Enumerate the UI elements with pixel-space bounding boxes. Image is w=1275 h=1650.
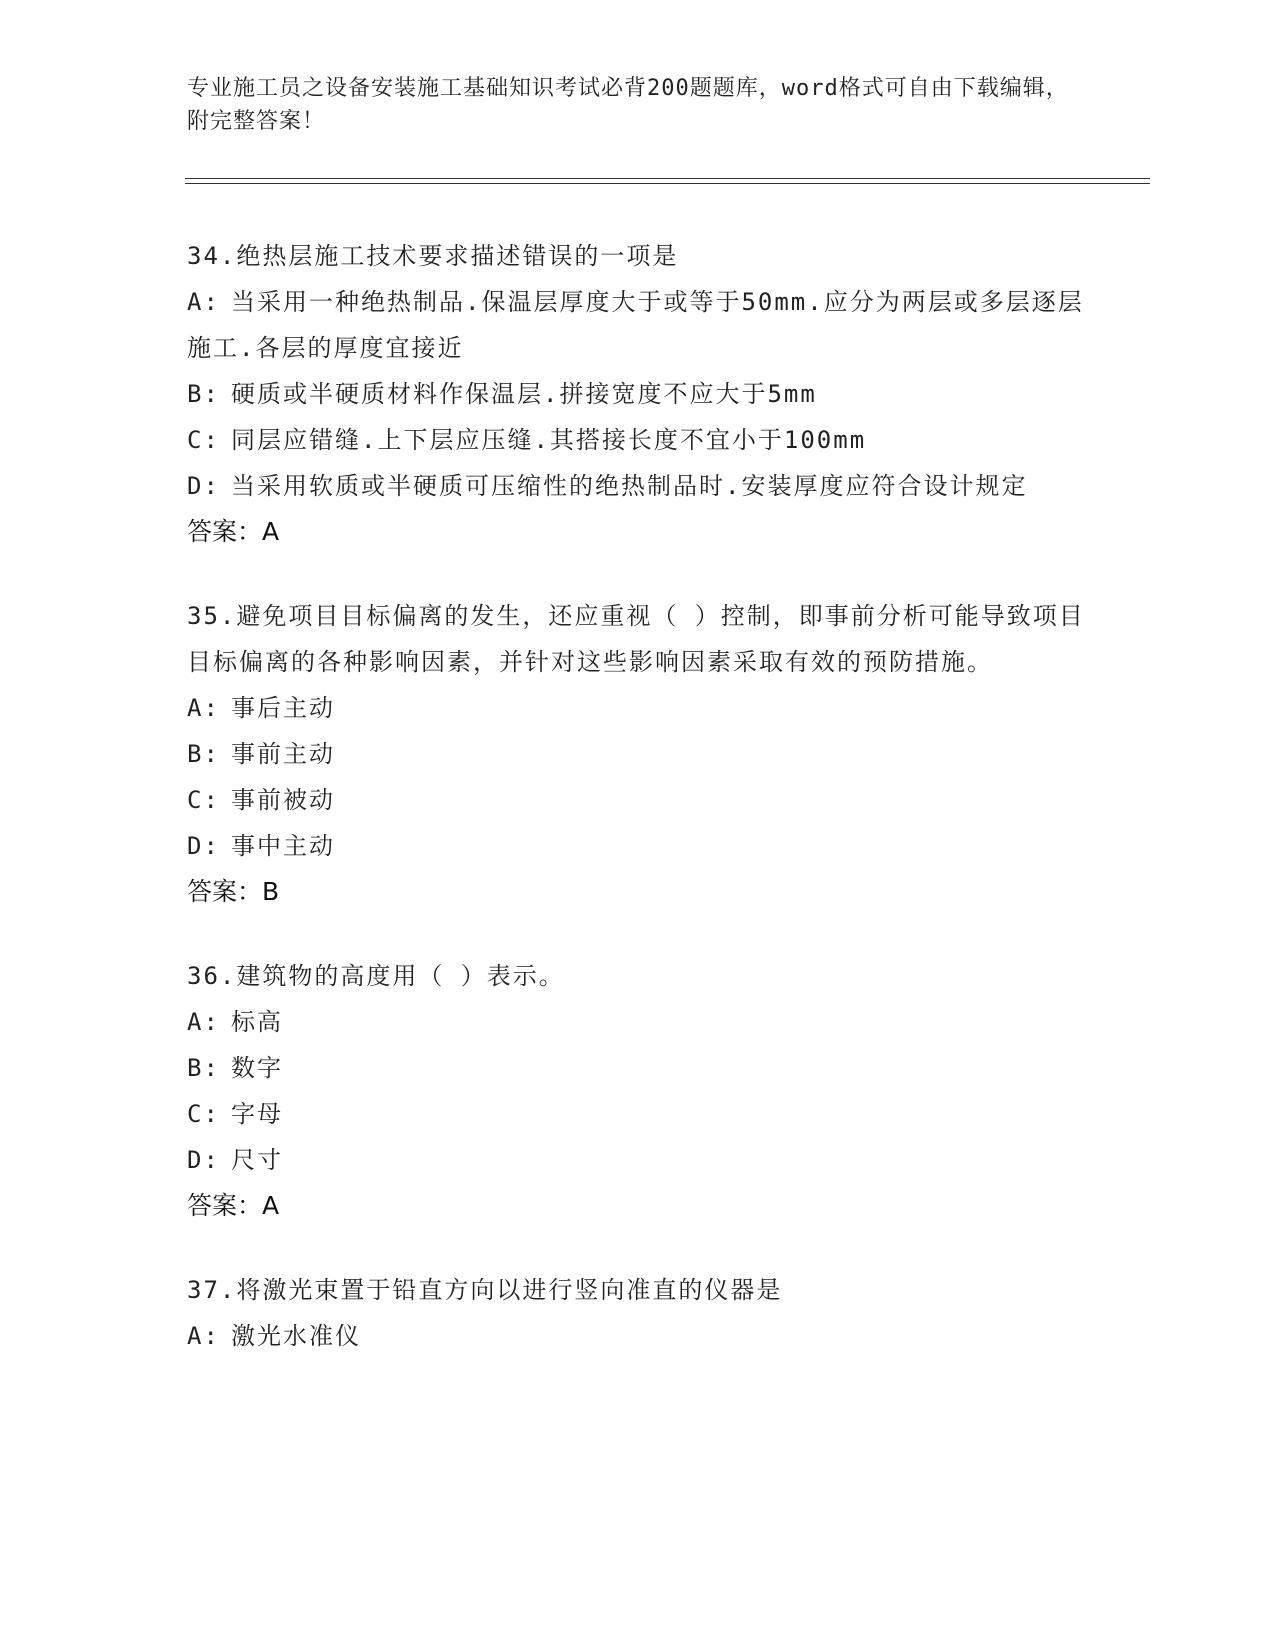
option-text: 当采用一种绝热制品.保温层厚度大于或等于50mm.应分为两层或多层逐层施工.各层的厚度宜接近	[187, 288, 1084, 362]
question-list	[187, 233, 1087, 1397]
question-37	[187, 1267, 1087, 1359]
option-text: 事前被动	[231, 786, 335, 814]
option-b	[187, 371, 1087, 417]
option-d	[187, 823, 1087, 869]
option-label: D:	[187, 472, 220, 500]
question-stem: 34.绝热层施工技术要求描述错误的一项是	[187, 242, 679, 270]
option-text: 事后主动	[231, 694, 335, 722]
option-label: B:	[187, 740, 220, 768]
header-rule-top	[185, 178, 1150, 179]
option-text: 字母	[231, 1100, 283, 1128]
question-stem: 37.将激光束置于铅直方向以进行竖向准直的仪器是	[187, 1276, 783, 1304]
option-text: 同层应错缝.上下层应压缝.其搭接长度不宜小于100mm	[231, 426, 867, 454]
question-34	[187, 233, 1087, 555]
option-d	[187, 1137, 1087, 1183]
answer: 答案：B	[187, 877, 280, 906]
option-text: 尺寸	[231, 1146, 283, 1174]
option-label: C:	[187, 1100, 220, 1128]
option-c	[187, 777, 1087, 823]
question-36	[187, 953, 1087, 1229]
question-35	[187, 593, 1087, 915]
question-stem: 35.避免项目目标偏离的发生，还应重视（ ）控制，即事前分析可能导致项目目标偏离的各种影响因素，并针对这些影响因素采取有效的预防措施。	[187, 602, 1085, 676]
option-label: D:	[187, 1146, 220, 1174]
option-text: 激光水准仪	[231, 1322, 361, 1350]
answer: 答案：A	[187, 517, 280, 546]
option-label: B:	[187, 1054, 220, 1082]
option-text: 数字	[231, 1054, 283, 1082]
option-c	[187, 417, 1087, 463]
option-a	[187, 685, 1087, 731]
option-text: 硬质或半硬质材料作保温层.拼接宽度不应大于5mm	[231, 380, 817, 408]
header-rule-bottom	[185, 183, 1150, 184]
option-label: A:	[187, 1008, 220, 1036]
answer: 答案：A	[187, 1191, 280, 1220]
option-label: B:	[187, 380, 220, 408]
question-stem: 36.建筑物的高度用（ ）表示。	[187, 962, 565, 990]
option-text: 标高	[231, 1008, 283, 1036]
option-label: C:	[187, 786, 220, 814]
option-a	[187, 1313, 1087, 1359]
option-b	[187, 731, 1087, 777]
option-text: 事中主动	[231, 832, 335, 860]
option-text: 事前主动	[231, 740, 335, 768]
option-label: A:	[187, 1322, 220, 1350]
option-a	[187, 279, 1087, 371]
option-c	[187, 1091, 1087, 1137]
option-label: D:	[187, 832, 220, 860]
option-b	[187, 1045, 1087, 1091]
option-label: C:	[187, 426, 220, 454]
option-label: A:	[187, 288, 220, 316]
option-a	[187, 999, 1087, 1045]
document-header: 专业施工员之设备安装施工基础知识考试必背200题题库，word格式可自由下载编辑，附完整答案！	[187, 76, 1069, 134]
option-label: A:	[187, 694, 220, 722]
option-text: 当采用软质或半硬质可压缩性的绝热制品时.安装厚度应符合设计规定	[231, 472, 1028, 500]
option-d	[187, 463, 1087, 509]
